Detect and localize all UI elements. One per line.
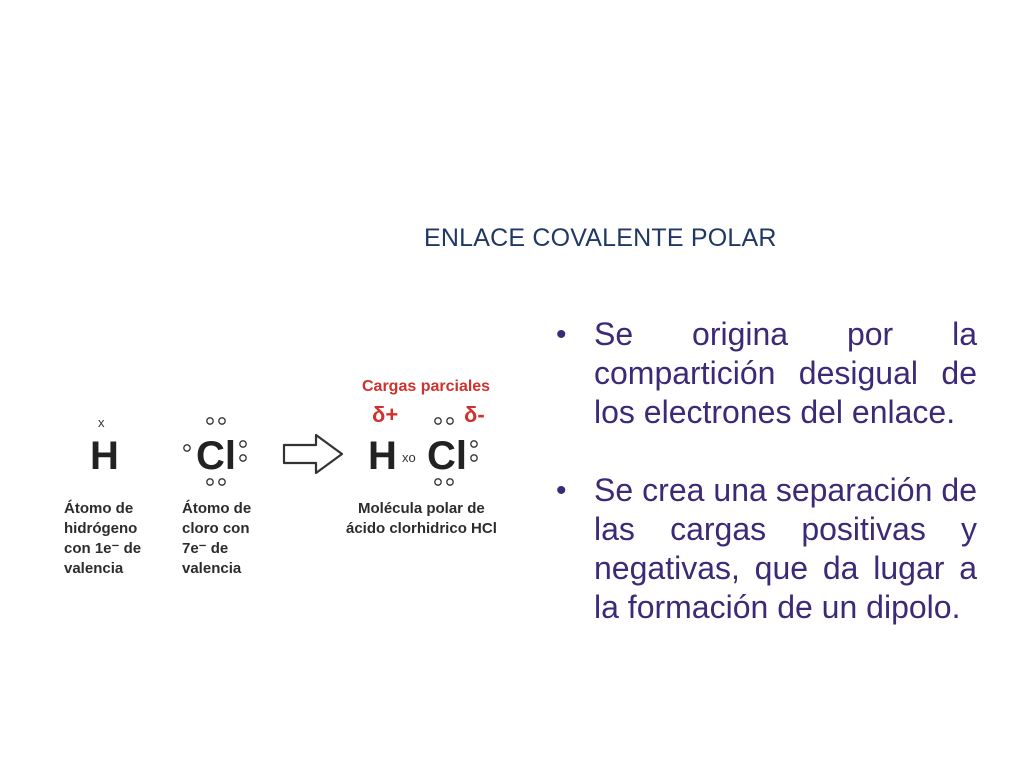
molecule-chlorine-symbol: Cl — [427, 434, 467, 478]
chlorine-caption-line-4: valencia — [182, 560, 242, 577]
hydrogen-electron-mark: x — [98, 415, 111, 430]
hydrogen-caption-line-3: con 1e⁻ de — [64, 540, 142, 557]
hcl-polar-bond-diagram — [50, 360, 520, 600]
molecule-caption-line-1: Molécula polar de — [358, 500, 485, 517]
chlorine-symbol: Cl — [196, 434, 236, 478]
bullet-marker: • — [556, 318, 567, 351]
chlorine-caption-line-1: Átomo de — [182, 500, 252, 517]
partial-charges-heading: Cargas parciales — [362, 378, 491, 395]
molecule-electron-dots — [416, 412, 496, 492]
hydrogen-symbol: H — [90, 434, 119, 478]
molecule-caption-line-2: ácido clorhidrico HCl — [346, 520, 497, 537]
hydrogen-caption-line-2: hidrógeno — [64, 520, 138, 537]
bullet-list — [556, 315, 977, 666]
chlorine-caption-line-3: 7e⁻ de — [182, 540, 229, 557]
delta-minus-label: δ- — [464, 402, 485, 427]
hydrogen-caption-line-1: Átomo de — [64, 500, 134, 517]
bullet-text: Se origina por la compartición desigual de los electrones del enlace. — [594, 316, 977, 430]
chlorine-caption-line-2: cloro con — [182, 520, 250, 537]
bullet-item — [556, 315, 977, 432]
delta-plus-label: δ+ — [372, 402, 399, 427]
reaction-arrow-icon — [282, 432, 346, 476]
slide-title: ENLACE COVALENTE POLAR — [424, 224, 777, 252]
molecule-hydrogen-symbol: H — [368, 434, 397, 478]
shared-electron-pair: xo — [402, 450, 416, 465]
bullet-text: Se crea una separación de las cargas positivas y negativas, que da lugar a la formación de un dipolo. — [594, 472, 977, 625]
hydrogen-caption-line-4: valencia — [64, 560, 124, 577]
bullet-item — [556, 471, 977, 627]
bullet-marker: • — [556, 474, 567, 507]
